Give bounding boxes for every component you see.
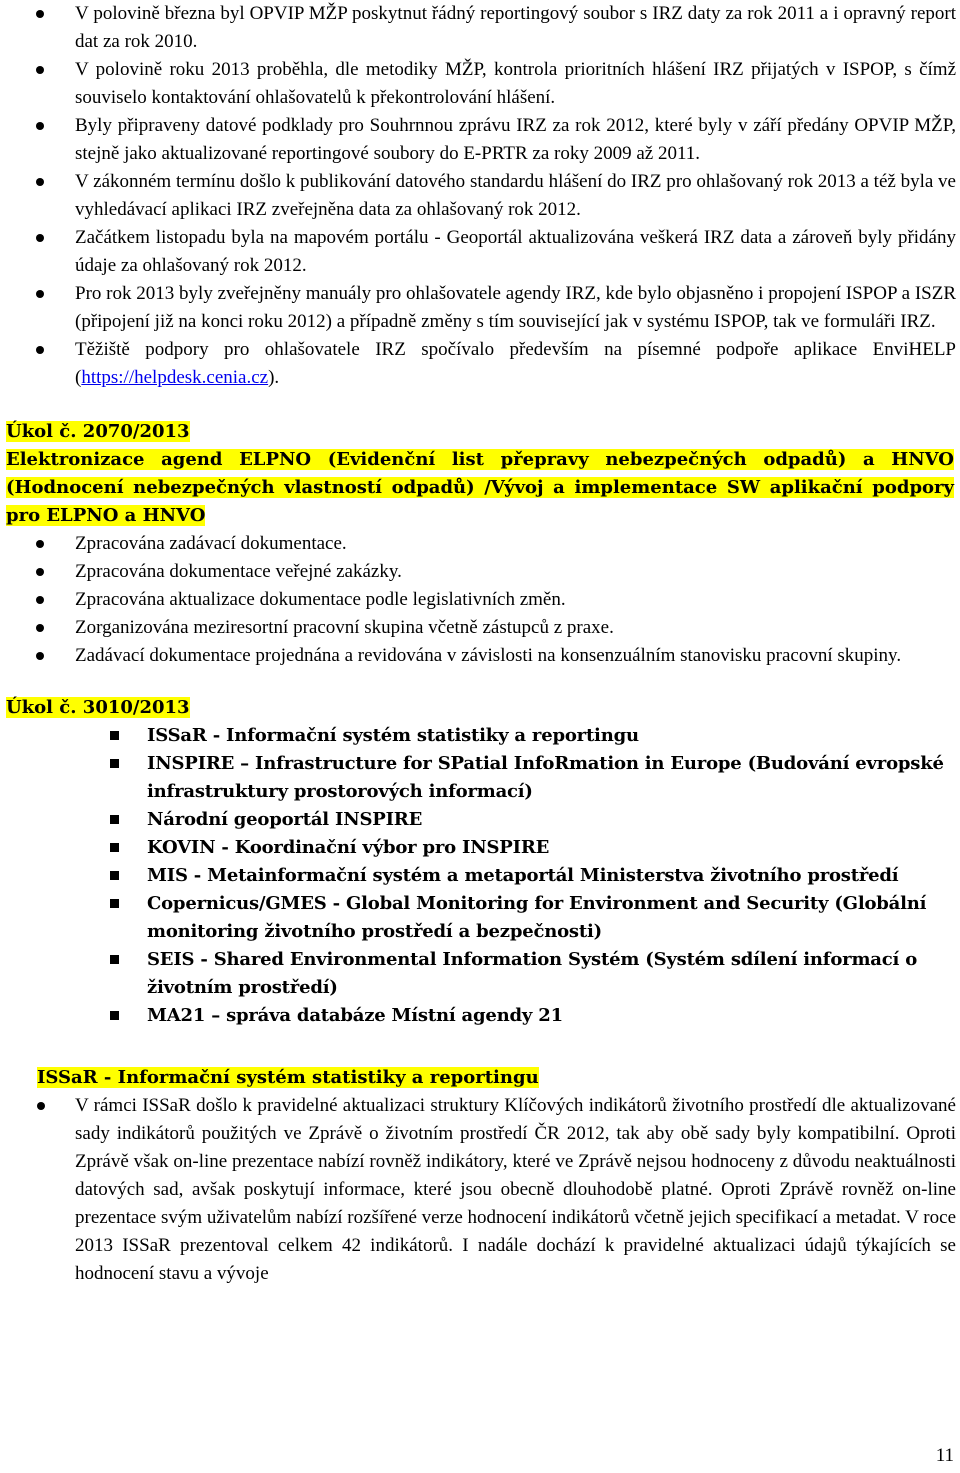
list-item: V zákonném termínu došlo k publikování datového standardu hlášení do IRZ pro ohlašovaný rok 2013 a též byla ve vyhledávací aplikaci IRZ zveřejněna data za ohlašovaný rok 2012. — [0, 168, 960, 224]
task-title-text: Elektronizace agend ELPNO (Evidenční list přepravy nebezpečných odpadů) a HNVO (Hodnocení nebezpečných vlastností odpadů) /Vývoj a implementace SW aplikační podpory pro ELPNO a HNVO — [6, 449, 954, 526]
helpdesk-link[interactable]: https://helpdesk.cenia.cz — [81, 367, 269, 388]
task-bullet-list — [0, 530, 960, 670]
list-item: ISSaR - Informační systém statistiky a reportingu — [0, 722, 960, 750]
task-number: 3010/2013 — [82, 697, 190, 718]
task-heading — [0, 418, 960, 446]
task-title — [0, 446, 960, 530]
page-number: 11 — [935, 1445, 954, 1466]
list-item: V rámci ISSaR došlo k pravidelné aktualizaci struktury Klíčových indikátorů životního prostředí dle aktualizované sady indikátorů použitých ve Zprávě o životním prostředí ČR 2012, tak aby obě sady byly kompatibilní. Oproti Zprávě však on-line prezentace nabízí rovněž indikátory, které ve Zprávě nejsou hodnoceny z důvodu neaktuálnosti datových sad, avšak poskytují informace, které jsou obecně dlouhodobě platné. Oproti Zprávě rovněž on-line prezentace svým uživatelům nabízí rozšířené verze hodnocení indikátorů včetně jejich specifikací a metadat. V roce 2013 ISSaR prezentoval celkem 42 indikátorů. I nadále dochází k pravidelné aktualizaci údajů týkajících se hodnocení stavu a vývoje — [0, 1092, 960, 1288]
list-item: Začátkem listopadu byla na mapovém portálu - Geoportál aktualizována veškerá IRZ data a zároveň byly přidány údaje za ohlašovaný rok 2012. — [0, 224, 960, 280]
list-item: Zpracována zadávací dokumentace. — [0, 530, 960, 558]
list-item: Zpracována aktualizace dokumentace podle legislativních změn. — [0, 586, 960, 614]
envihelp-text: Těžiště podpory pro ohlašovatele IRZ spočívalo především na písemné podpoře aplikace EnviHELP ( — [75, 339, 956, 388]
intro-bullet-list — [0, 0, 960, 392]
list-item: Zpracována dokumentace veřejné zakázky. — [0, 558, 960, 586]
list-item: Zadávací dokumentace projednána a revidována v závislosti na konsenzuálním stanovisku pracovní skupiny. — [0, 642, 960, 670]
list-item: SEIS - Shared Environmental Information Systém (Systém sdílení informací o životním prostředí) — [0, 946, 960, 1002]
list-item: V polovině roku 2013 proběhla, dle metodiky MŽP, kontrola prioritních hlášení IRZ přijatých v ISPOP, s čímž souviselo kontaktování ohlašovatelů k překontrolování hlášení. — [0, 56, 960, 112]
list-item: MA21 – správa databáze Místní agendy 21 — [0, 1002, 960, 1030]
list-item: KOVIN - Koordinační výbor pro INSPIRE — [0, 834, 960, 862]
task-square-list — [0, 722, 960, 1030]
section-title-text: ISSaR - Informační systém statistiky a reportingu — [37, 1067, 539, 1088]
task-label: Úkol č. — [6, 421, 77, 442]
section-title — [0, 1064, 960, 1092]
list-item-envihelp — [0, 336, 960, 392]
list-item: Copernicus/GMES - Global Monitoring for Environment and Security (Globální monitoring životního prostředí a bezpečnosti) — [0, 890, 960, 946]
list-item: Byly připraveny datové podklady pro Souhrnnou zprávu IRZ za rok 2012, které byly v září předány OPVIP MŽP, stejně jako aktualizované reportingové soubory do E-PRTR za roky 2009 až 2011. — [0, 112, 960, 168]
list-item: INSPIRE – Infrastructure for SPatial InfoRmation in Europe (Budování evropské infrastruktury prostorových informací) — [0, 750, 960, 806]
list-item: Pro rok 2013 byly zveřejněny manuály pro ohlašovatele agendy IRZ, kde bylo objasněno i propojení ISPOP a ISZR (připojení již na konci roku 2012) a případně změny s tím související jak v systému ISPOP, tak ve formuláři IRZ. — [0, 280, 960, 336]
task-heading — [0, 694, 960, 722]
envihelp-suffix: ). — [268, 367, 280, 388]
list-item: Zorganizována meziresortní pracovní skupina včetně zástupců z praxe. — [0, 614, 960, 642]
issar-bullet-list — [0, 1092, 960, 1288]
list-item: MIS - Metainformační systém a metaportál Ministerstva životního prostředí — [0, 862, 960, 890]
task-number: 2070/2013 — [82, 421, 190, 442]
list-item: V polovině března byl OPVIP MŽP poskytnut řádný reportingový soubor s IRZ daty za rok 2011 a i opravný report dat za rok 2010. — [0, 0, 960, 56]
task-label: Úkol č. — [6, 697, 77, 718]
list-item: Národní geoportál INSPIRE — [0, 806, 960, 834]
